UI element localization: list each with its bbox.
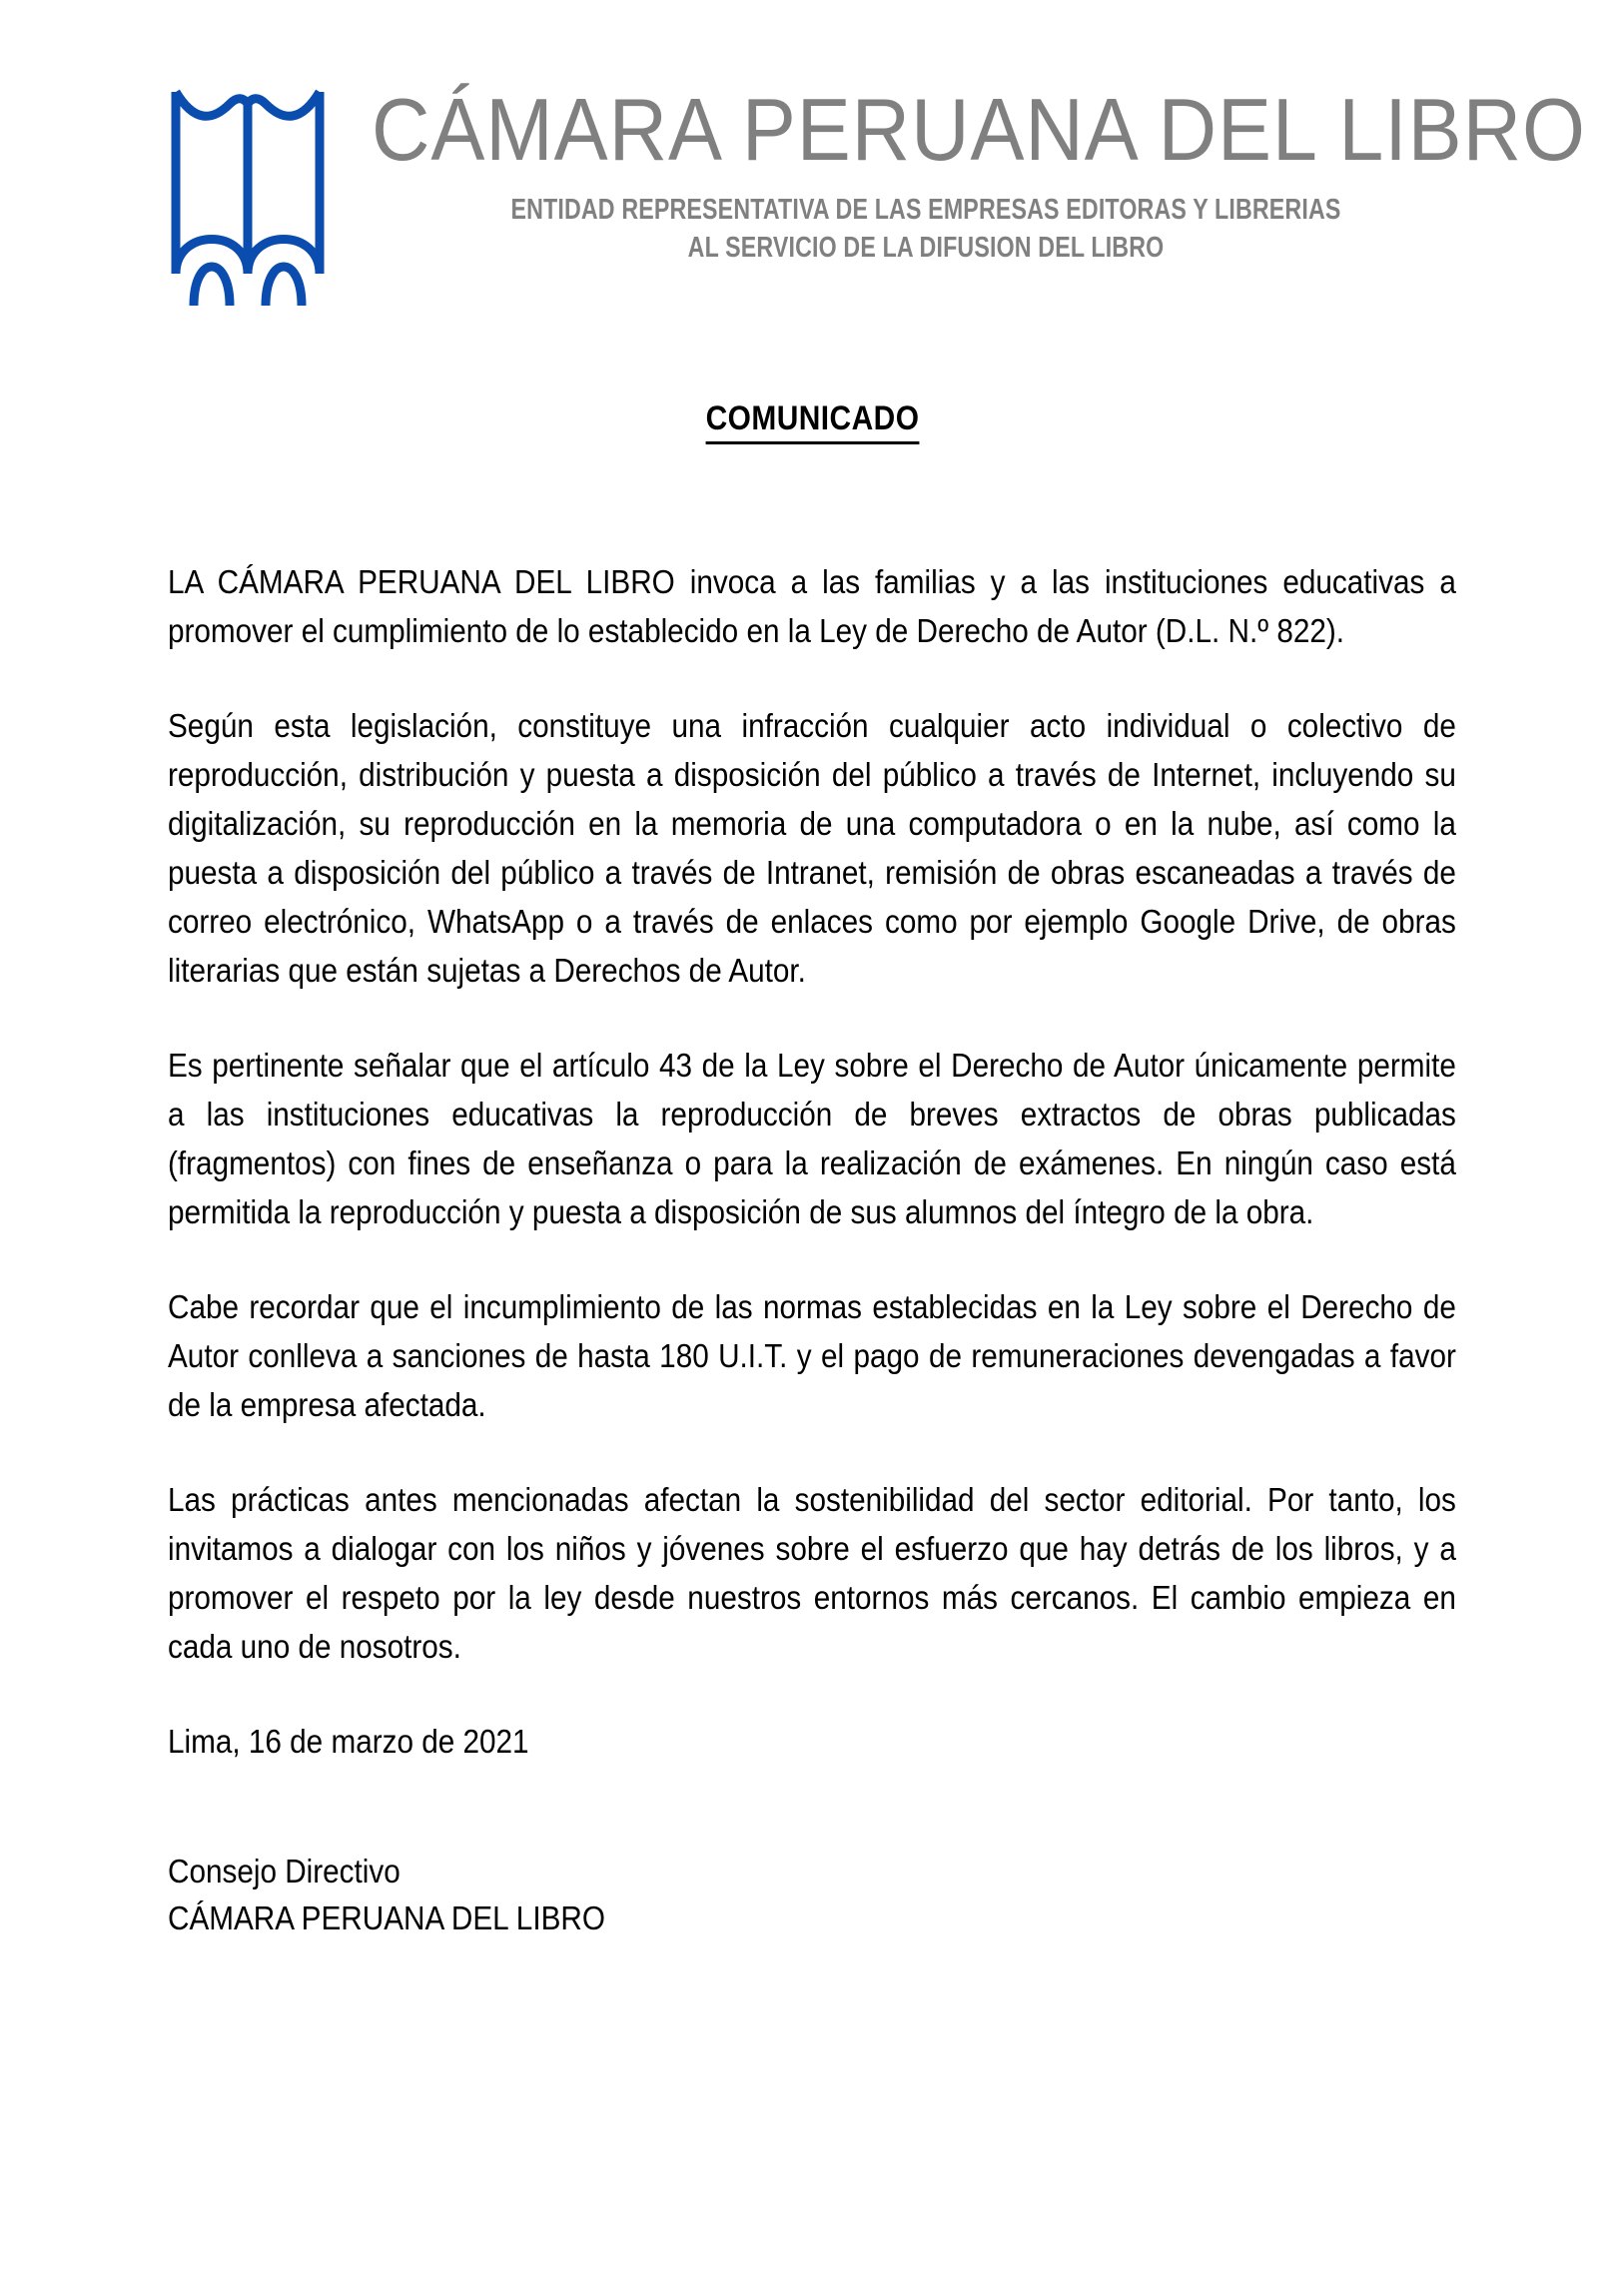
page-title-text: COMUNICADO [705, 399, 919, 444]
signature-organization: CÁMARA PERUANA DEL LIBRO [168, 1899, 605, 1936]
page-title [0, 399, 1624, 444]
paragraph-5: Las prácticas antes mencionadas afectan la sostenibilidad del sector editorial. Por tanto, los invitamos a dialogar con los niños y jóvenes sobre el esfuerzo que hay detrás de los libros, y a promover el respeto por la ley desde nuestros entornos más cercanos. El cambio empieza en cada uno de nosotros. [168, 1481, 1456, 1665]
document-body [168, 557, 1456, 1766]
paragraph-1: LA CÁMARA PERUANA DEL LIBRO invoca a las familias y a las instituciones educativas a promover el cumplimiento de lo establecido en la Ley de Derecho de Autor (D.L. N.º 822). [168, 563, 1456, 649]
tagline-line-2: AL SERVICIO DE LA DIFUSION DEL LIBRO [687, 231, 1165, 264]
paragraph-3: Es pertinente señalar que el artículo 43 de la Ley sobre el Derecho de Autor únicamente permite a las instituciones educativas la reproducción de breves extractos de obras publicadas (fragmentos) con fines de enseñanza o para la realización de exámenes. En ningún caso está permitida la reproducción y puesta a disposición de sus alumnos del íntegro de la obra. [168, 1047, 1456, 1230]
brand-block [372, 80, 1586, 267]
organization-name: CÁMARA PERUANA DEL LIBRO [372, 80, 1586, 179]
paragraph-2: Según esta legislación, constituye una infracción cualquier acto individual o colectivo de reproducción, distribución y puesta a disposición del público a través de Internet, incluyendo su digitalización, su reproducción en la memoria de una computadora o en la nube, así como la puesta a disposición del público a través de Intranet, remisión de obras escaneadas a través de correo electrónico, WhatsApp o a través de enlaces como por ejemplo Google Drive, de obras literarias que están sujetas a Derechos de Autor. [168, 707, 1456, 989]
tagline-line-1: ENTIDAD REPRESENTATIVA DE LAS EMPRESAS EDITORAS Y LIBRERIAS [510, 194, 1341, 226]
signature-block [168, 1848, 1246, 1941]
paragraph-4: Cabe recordar que el incumplimiento de las normas establecidas en la Ley sobre el Derecho de Autor conlleva a sanciones de hasta 180 U.I.T. y el pago de remuneraciones devengadas a favor de la empresa afectada. [168, 1288, 1456, 1423]
signature-role: Consejo Directivo [168, 1853, 401, 1890]
organization-tagline [482, 192, 1369, 267]
letterhead [0, 0, 1624, 330]
date-line: Lima, 16 de marzo de 2021 [168, 1723, 529, 1760]
open-book-icon [168, 78, 328, 306]
